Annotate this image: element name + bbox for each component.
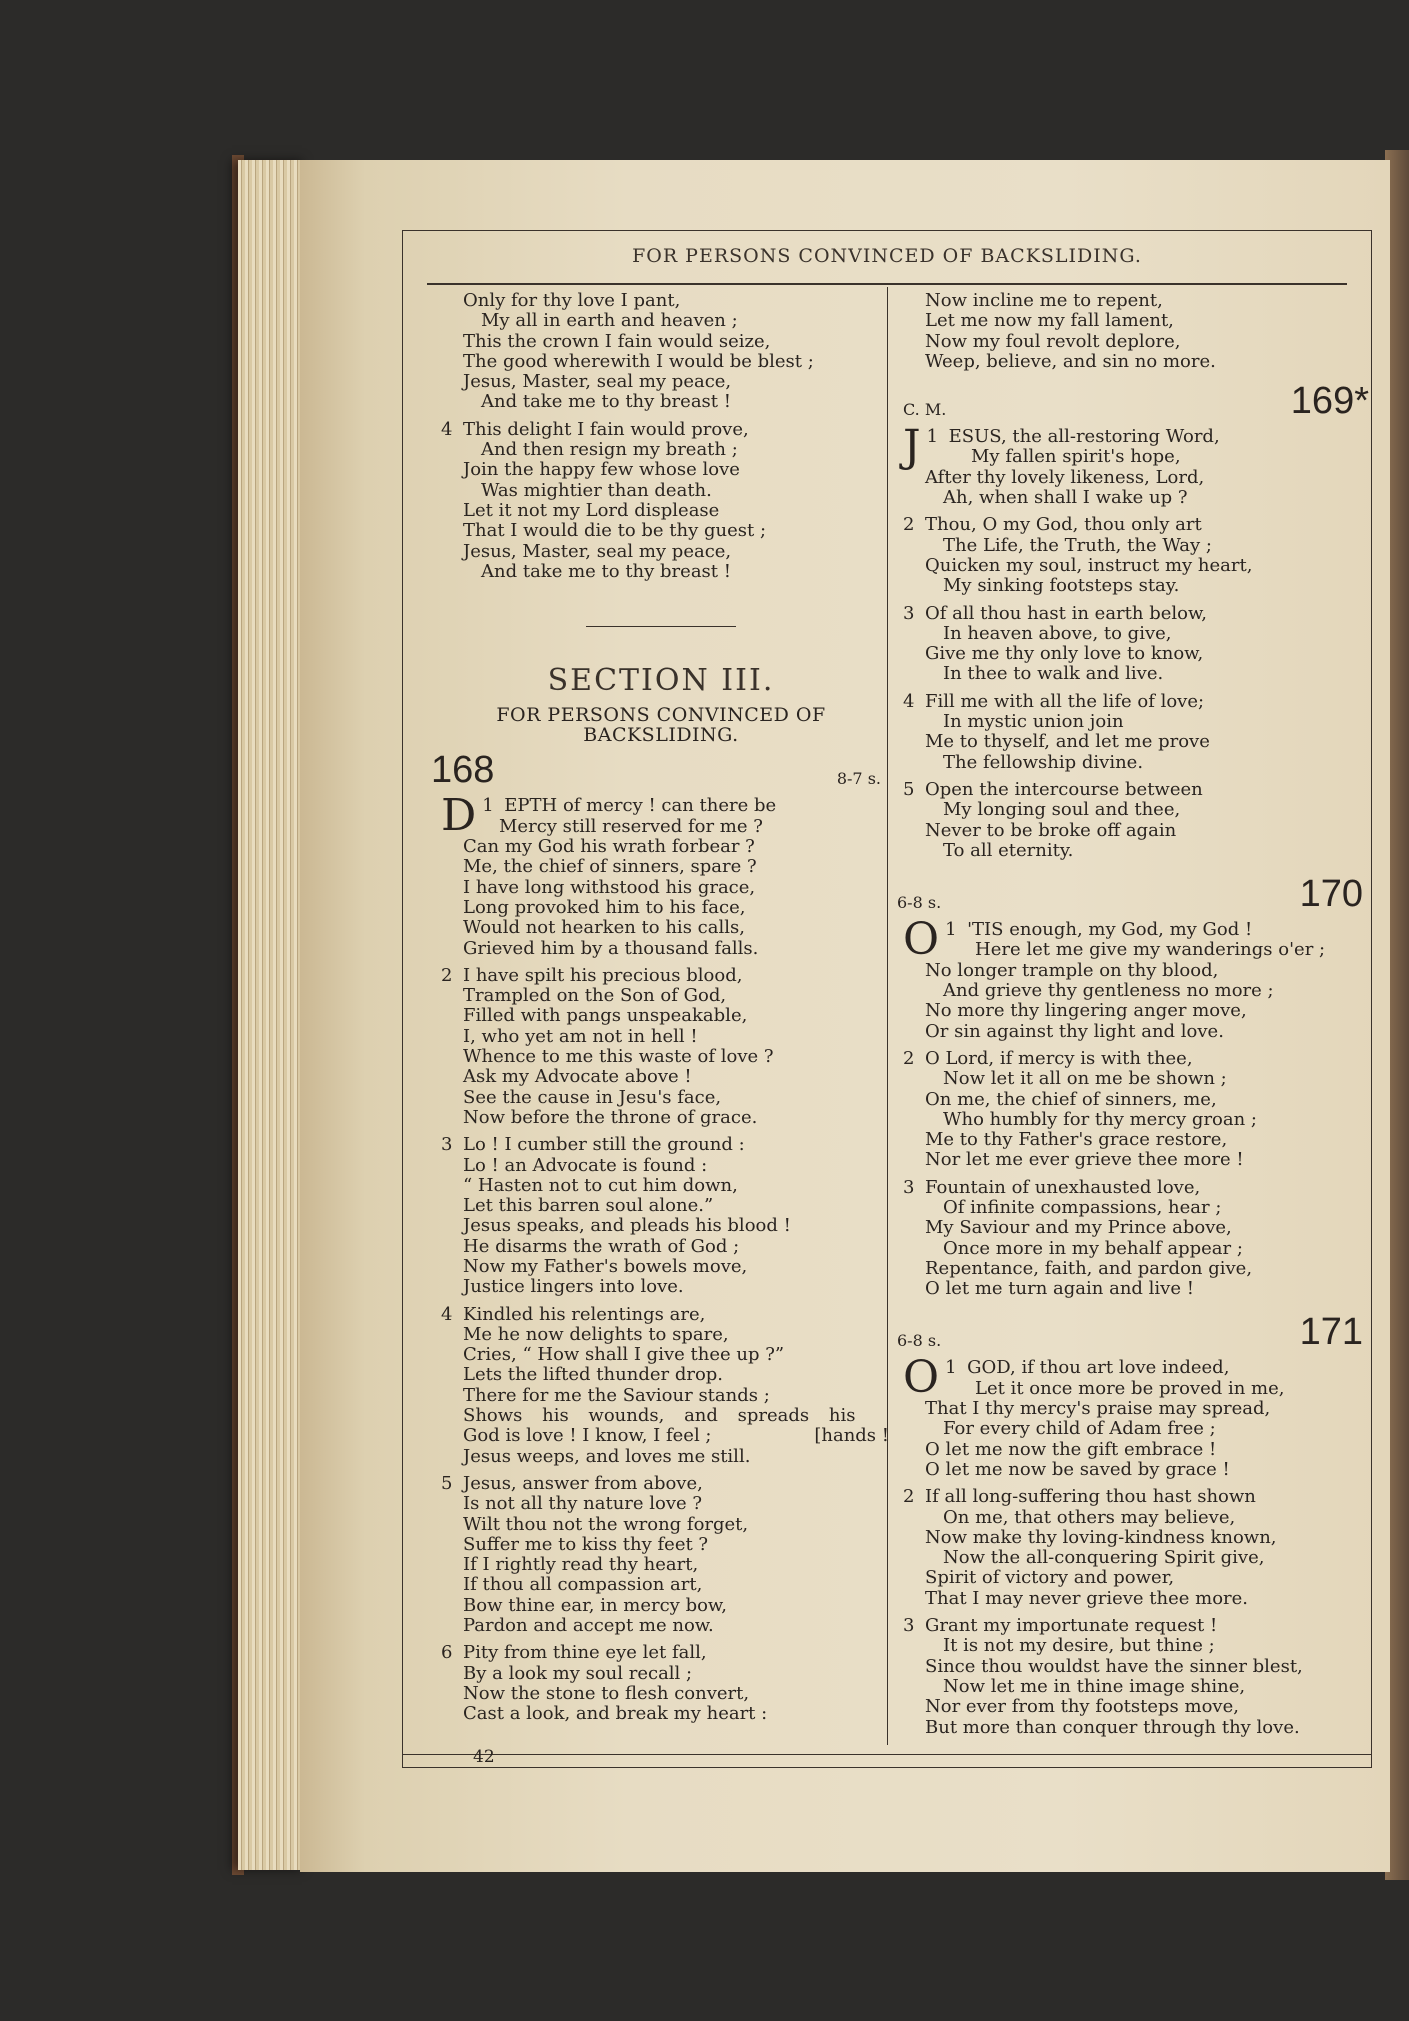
hymn-168-stanza-3	[441, 1135, 881, 1297]
hymn-number: 171	[1299, 1311, 1363, 1354]
verse-line: My fallen spirit's hope,	[971, 446, 1181, 468]
verse-line: If all long-suffering thou hast shown	[925, 1486, 1256, 1508]
verse-line: In thee to walk and live.	[943, 663, 1164, 685]
hymn-168-stanza-2	[441, 966, 881, 1128]
verse-line: Lets the lifted thunder drop.	[463, 1364, 724, 1386]
verse-line: Pity from thine eye let fall,	[463, 1642, 707, 1664]
verse-line: That I may never grieve thee more.	[925, 1587, 1249, 1609]
hymn-168-stanza-5	[441, 1474, 881, 1636]
verse-line: Jesus, answer from above,	[463, 1472, 703, 1494]
hymn-169-stanza-1	[903, 421, 1363, 509]
drop-cap: D	[441, 790, 477, 842]
hymn-169-stanza-5	[903, 780, 1363, 861]
header-rule	[427, 283, 1347, 285]
verse-line: Wilt thou not the wrong forget,	[463, 1513, 749, 1535]
verse-line: Let it once more be proved in me,	[975, 1377, 1285, 1399]
verse-line: And take me to thy breast !	[481, 560, 731, 582]
verse-line: See the cause in Jesu's face,	[463, 1086, 722, 1108]
verse-line: Me to thy Father's grace restore,	[925, 1129, 1228, 1151]
verse-line: But more than conquer through thy love.	[925, 1716, 1300, 1738]
verse-line: O let me now the gift embrace !	[925, 1438, 1217, 1460]
verse-line: GOD, if thou art love indeed,	[967, 1357, 1230, 1379]
verse-number: 1	[945, 1357, 957, 1379]
bottom-rule	[403, 1754, 1371, 1755]
verse-line: My longing soul and thee,	[943, 799, 1181, 821]
verse-line: Cast a look, and break my heart :	[463, 1703, 768, 1725]
verse-line: Jesus weeps, and loves me still.	[463, 1445, 751, 1467]
verse-line: Kindled his relentings are,	[463, 1303, 706, 1325]
hymn-168-stanza-6	[441, 1643, 881, 1724]
continued-stanza	[441, 291, 881, 413]
verse-line: Now let me in thine image shine,	[943, 1675, 1246, 1697]
verse-line: There for me the Saviour stands ;	[463, 1384, 770, 1406]
verse-number: 4	[441, 418, 453, 440]
verse-line: That I would die to be thy guest ;	[463, 520, 767, 542]
hymn-171-heading	[897, 1311, 1363, 1354]
verse-line: Once more in my behalf appear ;	[943, 1237, 1243, 1259]
verse-line: To all eternity.	[943, 839, 1074, 861]
verse-line: The good wherewith I would be blest ;	[463, 350, 814, 372]
hymn-171-stanza-2	[903, 1487, 1363, 1609]
verse-line: Join the happy few whose love	[463, 459, 740, 481]
verse-line: And grieve thy gentleness no more ;	[943, 980, 1274, 1002]
verse-line: Jesus speaks, and pleads his blood !	[463, 1215, 791, 1237]
hymn-meter: 6-8 s.	[897, 892, 942, 912]
verse-number: 2	[903, 1047, 915, 1069]
verse-line: Shows his wounds, and spreads his	[463, 1405, 856, 1427]
verse-line: Nor ever from thy footsteps move,	[925, 1696, 1239, 1718]
verse-line: He disarms the wrath of God ;	[463, 1235, 740, 1257]
verse-line: Whence to me this waste of love ?	[463, 1046, 774, 1068]
verse-line: Only for thy love I pant,	[463, 290, 681, 311]
verse-line: After thy lovely likeness, Lord,	[925, 466, 1205, 488]
verse-line: This delight I fain would prove,	[463, 418, 749, 440]
verse-line: “ Hasten not to cut him down,	[463, 1174, 738, 1196]
verse-number: 1	[482, 795, 494, 817]
verse-line: Me, the chief of sinners, spare ?	[463, 856, 757, 878]
verse-line: Now let it all on me be shown ;	[943, 1068, 1227, 1090]
verse-line: Ah, when shall I wake up ?	[943, 487, 1188, 509]
verse-line: No more thy lingering anger move,	[925, 1000, 1247, 1022]
verse-line: God is love ! I know, I feel ;	[463, 1425, 712, 1447]
left-column	[431, 290, 889, 1725]
hymn-169-stanza-2	[903, 515, 1363, 596]
hymn-170-stanza-3	[903, 1178, 1363, 1300]
verse-line: Was mightier than death.	[481, 479, 712, 501]
verse-line: Open the intercourse between	[925, 778, 1203, 800]
verse-line: Filled with pangs unspeakable,	[463, 1005, 748, 1027]
verse-line: Quicken my soul, instruct my heart,	[925, 554, 1253, 576]
hymn-169-stanza-3	[903, 604, 1363, 685]
stanza-4	[441, 420, 881, 582]
hymn-169-stanza-4	[903, 692, 1363, 773]
verse-line: Cries, “ How shall I give thee up ?”	[463, 1344, 785, 1366]
verse-line: Now the stone to flesh convert,	[463, 1682, 750, 1704]
verse-line: I have spilt his precious blood,	[463, 964, 743, 986]
hymn-170-heading	[897, 873, 1363, 916]
verse-line: Grant my importunate request !	[925, 1615, 1218, 1637]
verse-number: 2	[903, 1486, 915, 1508]
drop-cap: J	[903, 421, 921, 473]
hymn-meter: 6-8 s.	[897, 1331, 942, 1351]
hymn-meter: C. M.	[903, 399, 947, 419]
verse-line: Ask my Advocate above !	[463, 1066, 692, 1088]
verse-line: I, who yet am not in hell !	[463, 1025, 698, 1047]
verse-line: If I rightly read thy heart,	[463, 1554, 699, 1576]
column-divider	[887, 287, 888, 1745]
verse-line: That I thy mercy's praise may spread,	[925, 1398, 1271, 1420]
verse-line: Now incline me to repent,	[925, 290, 1163, 311]
verse-line: Now before the throne of grace.	[463, 1106, 758, 1128]
verse-number: 3	[441, 1134, 453, 1156]
verse-line: Can my God his wrath forbear ?	[463, 836, 755, 858]
verse-line: Of infinite compassions, hear ;	[943, 1196, 1222, 1218]
verse-line: Never to be broke off again	[925, 819, 1177, 841]
hymn-number: 170	[1299, 873, 1363, 916]
verse-line: Weep, believe, and sin no more.	[925, 350, 1216, 372]
verse-line: Now the all-conquering Spirit give,	[943, 1547, 1265, 1569]
verse-number: 3	[903, 1615, 915, 1637]
verse-line: O let me turn again and live !	[925, 1278, 1194, 1300]
verse-line: O let me now be saved by grace !	[925, 1458, 1230, 1480]
verse-line: Trampled on the Son of God,	[463, 985, 727, 1007]
verse-line: And take me to thy breast !	[481, 391, 731, 413]
verse-line: Grieved him by a thousand falls.	[463, 937, 759, 959]
verse-line: Now my foul revolt deplore,	[925, 330, 1181, 352]
verse-number: 2	[903, 514, 915, 536]
verse-line: Justice lingers into love.	[463, 1276, 684, 1298]
verse-line: Who humbly for thy mercy groan ;	[943, 1108, 1257, 1130]
verse-number: 1	[926, 426, 939, 448]
verse-number: 5	[441, 1472, 453, 1494]
continued-stanza	[903, 291, 1363, 372]
right-column	[897, 290, 1369, 1738]
verse-line: By a look my soul recall ;	[463, 1662, 693, 1684]
verse-line: Spirit of victory and power,	[925, 1567, 1175, 1589]
verse-line: Fountain of unexhausted love,	[925, 1176, 1201, 1198]
verse-line: It is not my desire, but thine ;	[943, 1635, 1215, 1657]
verse-line: The Life, the Truth, the Way ;	[943, 534, 1212, 556]
hymn-169-heading	[903, 380, 1369, 423]
hymn-171-stanza-1	[903, 1352, 1363, 1480]
verse-line: Since thou wouldst have the sinner blest,	[925, 1655, 1303, 1677]
verse-line: Pardon and accept me now.	[463, 1615, 714, 1637]
verse-line: Or sin against thy light and love.	[925, 1020, 1224, 1042]
running-head: FOR PERSONS CONVINCED OF BACKSLIDING.	[632, 245, 1142, 267]
section-subtitle-line: BACKSLIDING.	[583, 724, 739, 747]
verse-line: ESUS, the all-restoring Word,	[948, 426, 1220, 448]
verse-line: Jesus, Master, seal my peace,	[463, 540, 732, 562]
verse-line: EPTH of mercy ! can there be	[504, 795, 777, 817]
verse-line: For every child of Adam free ;	[943, 1418, 1216, 1440]
verse-line: If thou all compassion art,	[463, 1574, 703, 1596]
verse-line: Fill me with all the life of love;	[925, 690, 1205, 712]
hymn-170-stanza-1	[903, 914, 1363, 1042]
verse-line: Let me now my fall lament,	[925, 310, 1174, 332]
verse-line: Now my Father's bowels move,	[463, 1255, 748, 1277]
section-subtitle-line: FOR PERSONS CONVINCED OF	[496, 704, 826, 727]
verse-line: This the crown I fain would seize,	[463, 330, 771, 352]
hymn-168-heading	[431, 749, 881, 792]
verse-line: 'TIS enough, my God, my God !	[967, 919, 1253, 941]
section-title: SECTION III.	[547, 663, 775, 699]
verse-line: In heaven above, to give,	[943, 622, 1172, 644]
verse-line: Me to thyself, and let me prove	[925, 731, 1210, 753]
hymn-meter: 8-7 s.	[836, 769, 881, 789]
verse-line: Bow thine ear, in mercy bow,	[463, 1594, 727, 1616]
verse-line: Suffer me to kiss thy feet ?	[463, 1533, 709, 1555]
hymn-number: 169*	[1290, 380, 1369, 423]
verse-number: 4	[903, 690, 915, 712]
verse-number: 1	[945, 919, 957, 941]
verse-line: My all in earth and heaven ;	[481, 310, 738, 332]
verse-line: O Lord, if mercy is with thee,	[925, 1047, 1193, 1069]
hymn-170-stanza-2	[903, 1049, 1363, 1171]
verse-line: Let this barren soul alone.”	[463, 1195, 714, 1217]
page-number: 42	[473, 1747, 495, 1767]
verse-number: 6	[441, 1642, 453, 1664]
verse-line: Now make thy loving-kindness known,	[925, 1526, 1277, 1548]
drop-cap: O	[903, 1352, 940, 1404]
verse-line: My Saviour and my Prince above,	[925, 1217, 1232, 1239]
hymn-168-stanza-4	[441, 1303, 889, 1467]
verse-line: The fellowship divine.	[943, 751, 1144, 773]
verse-number: 4	[441, 1303, 453, 1325]
verse-number: 3	[903, 602, 915, 624]
hymn-number: 168	[431, 749, 495, 792]
verse-line: Give me thy only love to know,	[925, 643, 1204, 665]
verse-line: On me, that others may believe,	[943, 1506, 1236, 1528]
section-subtitle	[441, 705, 881, 745]
verse-number: 2	[441, 964, 453, 986]
turnover-word: [hands !	[814, 1425, 889, 1447]
verse-line: Me he now delights to spare,	[463, 1323, 729, 1345]
hymn-168-stanza-1	[441, 790, 881, 959]
verse-line: Nor let me ever grieve thee more !	[925, 1149, 1244, 1171]
verse-number: 3	[903, 1176, 915, 1198]
hymn-171-stanza-3	[903, 1616, 1363, 1738]
verse-line: Jesus, Master, seal my peace,	[463, 371, 732, 393]
verse-line: Let it not my Lord displease	[463, 499, 720, 521]
verse-line: Lo ! an Advocate is found :	[463, 1154, 708, 1176]
verse-line: Mercy still reserved for me ?	[499, 815, 763, 837]
drop-cap: O	[903, 914, 940, 966]
verse-line: Thou, O my God, thou only art	[925, 514, 1202, 536]
verse-line: No longer trample on thy blood,	[925, 959, 1219, 981]
verse-line: In mystic union join	[943, 711, 1124, 733]
verse-line: Here let me give my wanderings o'er ;	[975, 939, 1326, 961]
page-frame	[402, 230, 1372, 1768]
section-rule	[586, 626, 736, 627]
verse-line: Long provoked him to his face,	[463, 896, 746, 918]
verse-line: And then resign my breath ;	[481, 439, 738, 461]
verse-line: On me, the chief of sinners, me,	[925, 1088, 1217, 1110]
verse-line: Lo ! I cumber still the ground :	[463, 1134, 745, 1156]
verse-line: Would not hearken to his calls,	[463, 917, 745, 939]
verse-line: My sinking footsteps stay.	[943, 575, 1180, 597]
verse-line: Is not all thy nature love ?	[463, 1493, 703, 1515]
verse-line: Of all thou hast in earth below,	[925, 602, 1207, 624]
verse-line: Repentance, faith, and pardon give,	[925, 1257, 1253, 1279]
page-edges	[238, 160, 308, 1870]
verse-number: 5	[903, 778, 915, 800]
verse-line: I have long withstood his grace,	[463, 876, 756, 898]
